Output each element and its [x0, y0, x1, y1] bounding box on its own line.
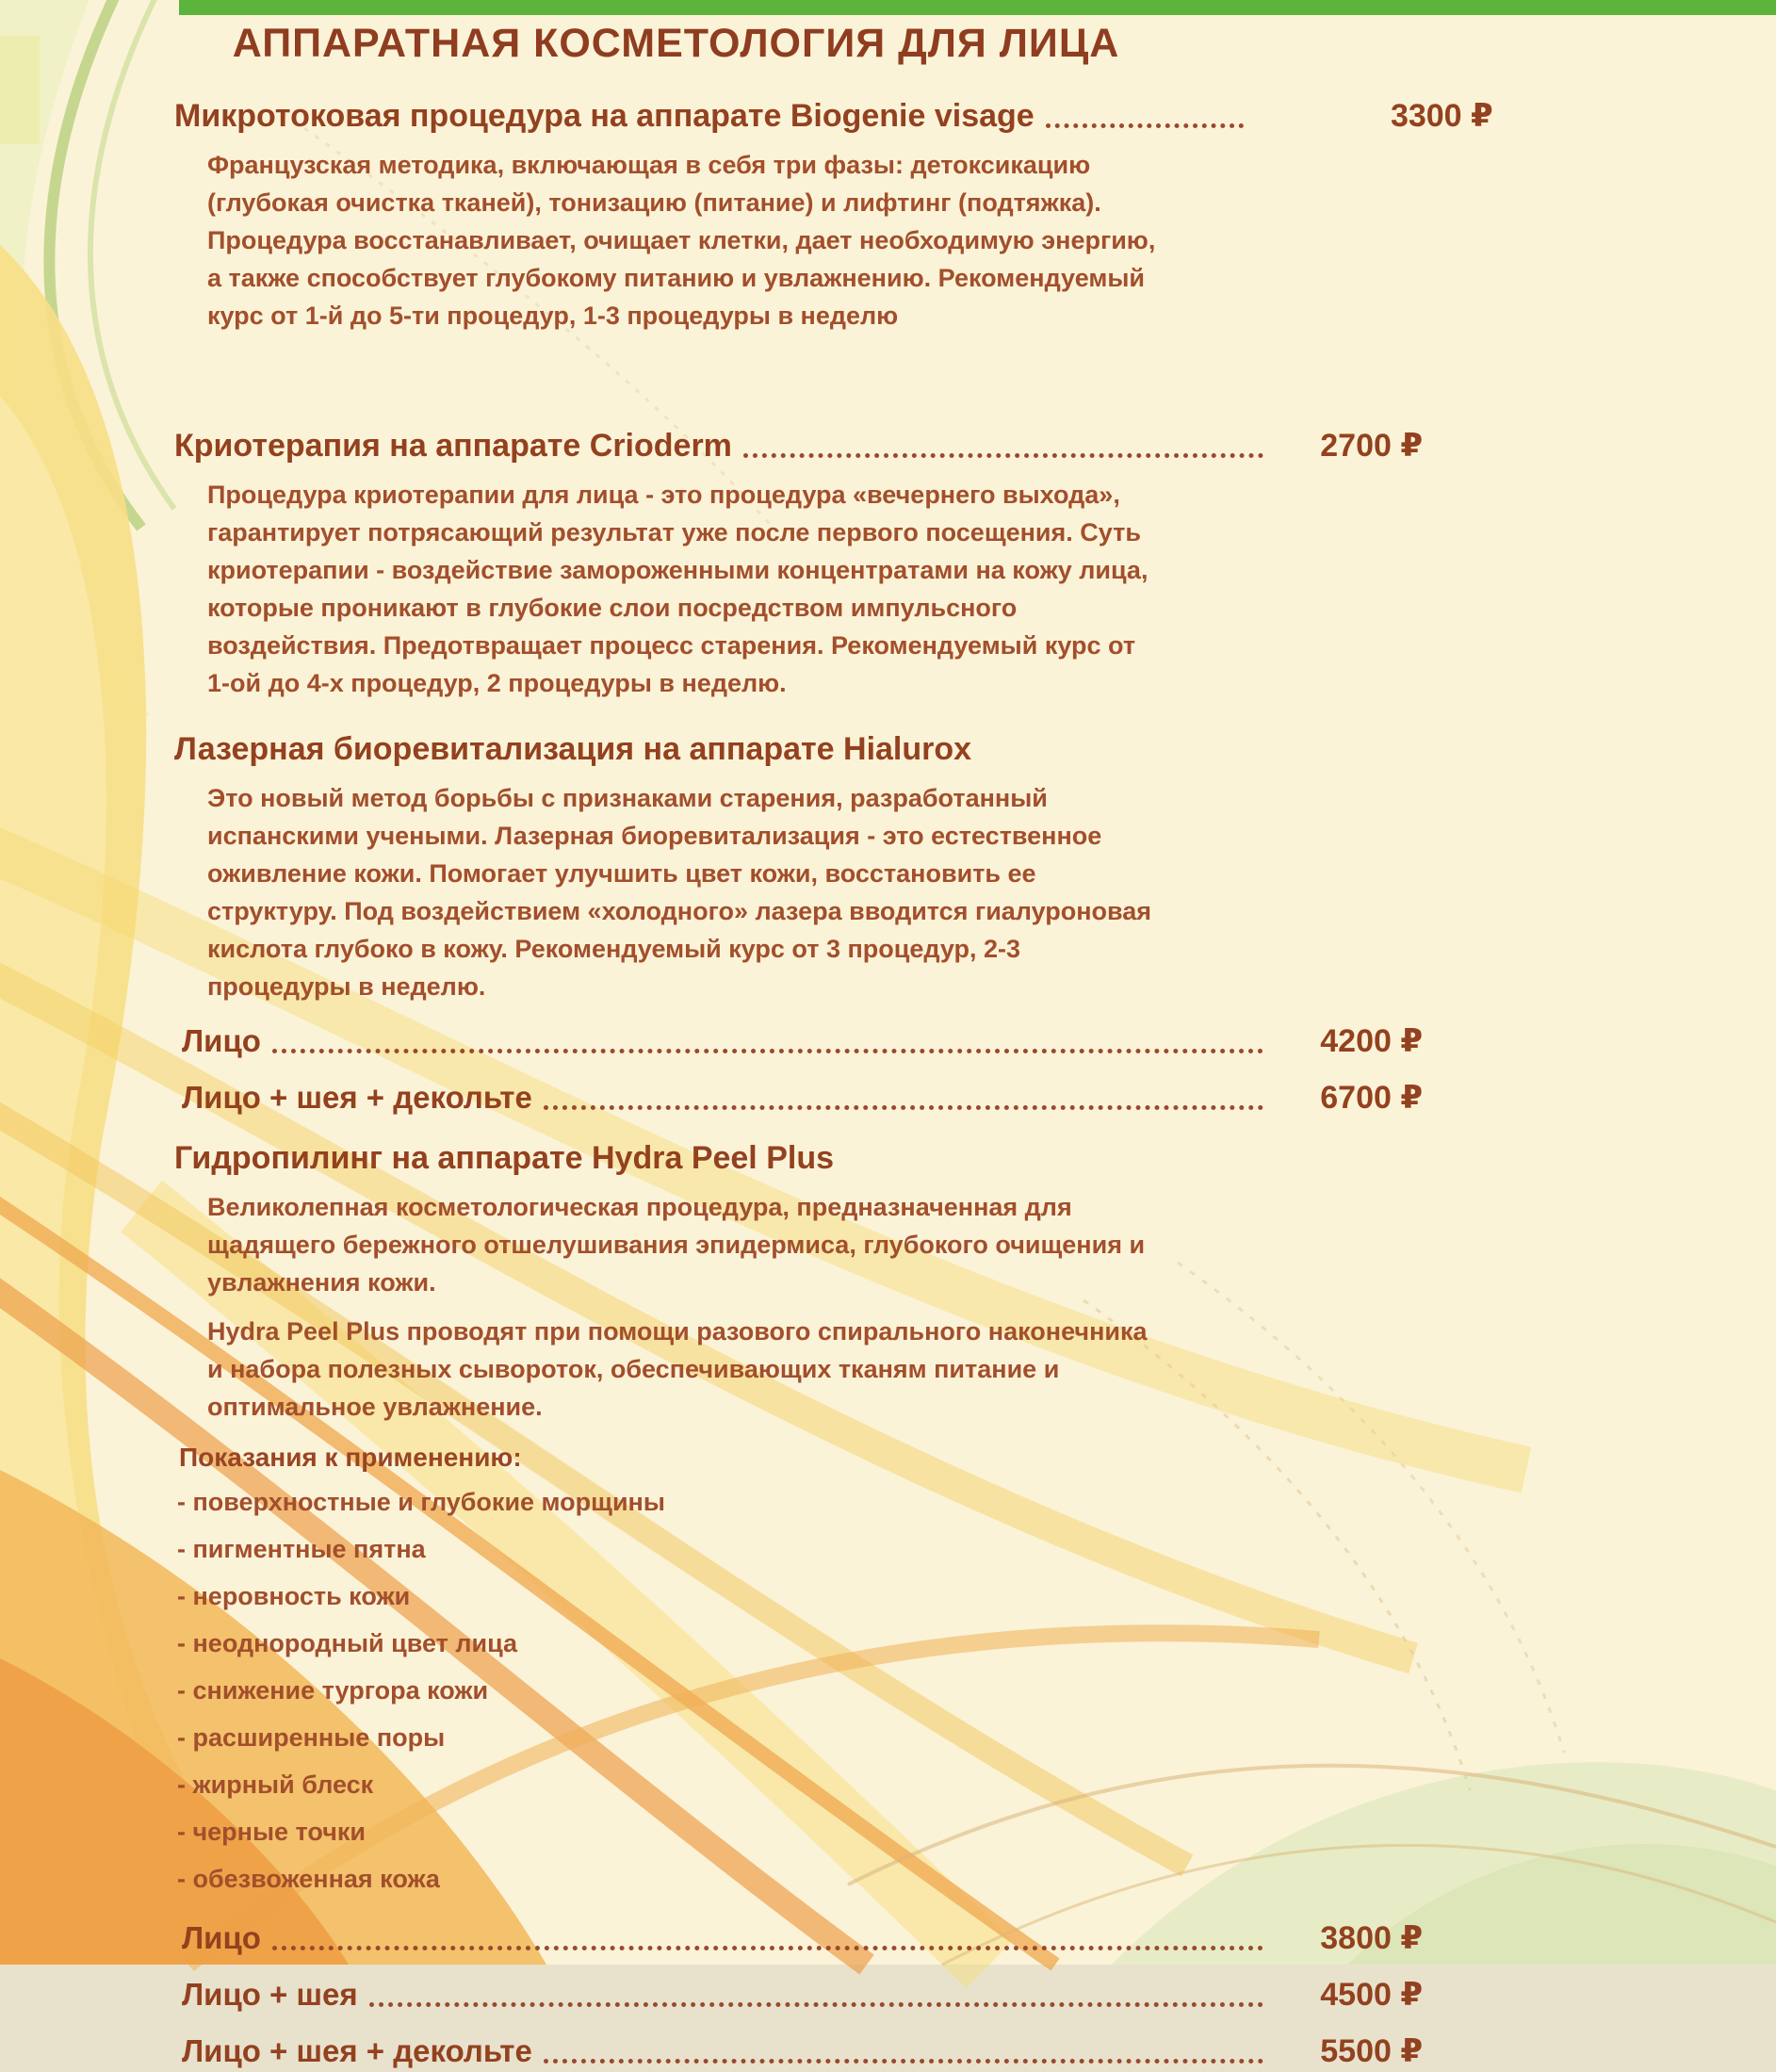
hydropeeling-price-rows: [174, 1917, 1423, 2072]
indication-item: - обезвоженная кожа: [177, 1865, 440, 1893]
indication-item: - расширенные поры: [177, 1723, 446, 1752]
service-row: [174, 95, 1493, 137]
indication-item: - пигментные пятна: [177, 1535, 426, 1563]
dotted-leader: [544, 2059, 1263, 2064]
service-price: 3300 ₽: [1390, 98, 1493, 134]
price-row-face: [174, 1917, 1423, 1959]
indication-item: - снижение тургора кожи: [177, 1676, 489, 1705]
price-row-label: Лицо: [182, 1023, 261, 1058]
price-value: 4500 ₽: [1320, 1977, 1423, 2013]
dotted-leader: [544, 1105, 1263, 1110]
price-value: 4200 ₽: [1320, 1023, 1423, 1059]
price-row-face-neck-decollete: [174, 1077, 1423, 1118]
price-row-face-neck-decollete: [174, 2031, 1423, 2072]
service-description-paragraph: Великолепная косметологическая процедура, предназначенная для щадящего бережного отшелушивания эпидермиса, глубокого очищения и увлажнения кожи.: [207, 1193, 1146, 1297]
indication-item: - поверхностные и глубокие морщины: [177, 1488, 665, 1516]
price-value: 5500 ₽: [1320, 2033, 1423, 2069]
service-description: Процедура криотерапии для лица - это процедура «вечернего выхода», гарантирует потрясающий результат уже после первого посещения. Суть криотерапии - воздействие замороженными концентратами на кожу лица, которые проникают в глубокие слои посредством импульсного воздействия. Предотвращает процесс старения. Рекомендуемый курс от 1-ой до 4-х процедур, 2 процедуры в неделю.: [207, 481, 1149, 697]
section-microcurrent: [174, 95, 1493, 334]
section-hydropeeling: [174, 1137, 1423, 2072]
service-row: [174, 425, 1423, 466]
service-price: 2700 ₽: [1320, 428, 1423, 464]
indication-item: - неоднородный цвет лица: [177, 1629, 518, 1657]
price-value: 6700 ₽: [1320, 1080, 1423, 1116]
service-name: Микротоковая процедура на аппарате Biogenie visage: [174, 98, 1035, 134]
price-row-label: Лицо + шея: [182, 1977, 358, 2012]
dotted-leader: [1046, 123, 1244, 128]
price-row-face: [174, 1020, 1423, 1062]
indications-title: Показания к применению:: [179, 1443, 522, 1472]
page-title: АППАРАТНАЯ КОСМЕТОЛОГИЯ ДЛЯ ЛИЦА: [232, 21, 1120, 66]
service-name: Гидропилинг на аппарате Hydra Peel Plus: [174, 1140, 835, 1176]
indication-item: - жирный блеск: [177, 1770, 374, 1799]
service-name: Лазерная биоревитализация на аппарате Hialurox: [174, 731, 972, 767]
service-description-paragraph: Hydra Peel Plus проводят при помощи разового спирального наконечника и набора полезных сывороток, обеспечивающих тканям питание и оптимальное увлажнение.: [207, 1317, 1148, 1421]
price-value: 3800 ₽: [1320, 1920, 1423, 1956]
service-description: Французская методика, включающая в себя три фазы: детоксикацию (глубокая очистка тканей), тонизацию (питание) и лифтинг (подтяжка). Процедура восстанавливает, очищает клетки, дает необходимую энергию, а также способствует глубокому питанию и увлажнению. Рекомендуемый курс от 1-й до 5-ти процедур, 1-3 процедуры в неделю: [207, 151, 1156, 330]
price-row-label: Лицо: [182, 1920, 261, 1955]
indication-item: - черные точки: [177, 1818, 367, 1846]
section-laser-biorevitalization: [174, 728, 1423, 1118]
top-accent-bar: [179, 0, 1776, 15]
indication-item: - неровность кожи: [177, 1582, 411, 1610]
dotted-leader: [369, 2002, 1263, 2007]
service-name: Криотерапия на аппарате Crioderm: [174, 428, 732, 464]
service-description: Это новый метод борьбы с признаками старения, разработанный испанскими учеными. Лазерная биоревитализация - это естественное оживление кожи. Помогает улучшить цвет кожи, восстановить ее структуру. Под воздействием «холодного» лазера вводится гиалуроновая кислота глубоко в кожу. Рекомендуемый курс от 3 процедур, 2-3 процедуры в неделю.: [207, 784, 1152, 1001]
indications-list: [174, 1478, 1423, 1902]
price-row-label: Лицо + шея + декольте: [182, 1080, 532, 1115]
price-row-label: Лицо + шея + декольте: [182, 2033, 532, 2068]
dotted-leader: [272, 1049, 1263, 1053]
price-list-content: [174, 21, 1493, 2072]
price-row-face-neck: [174, 1974, 1423, 2015]
dotted-leader: [272, 1946, 1263, 1950]
section-cryotherapy: [174, 425, 1423, 702]
dotted-leader: [743, 453, 1263, 458]
